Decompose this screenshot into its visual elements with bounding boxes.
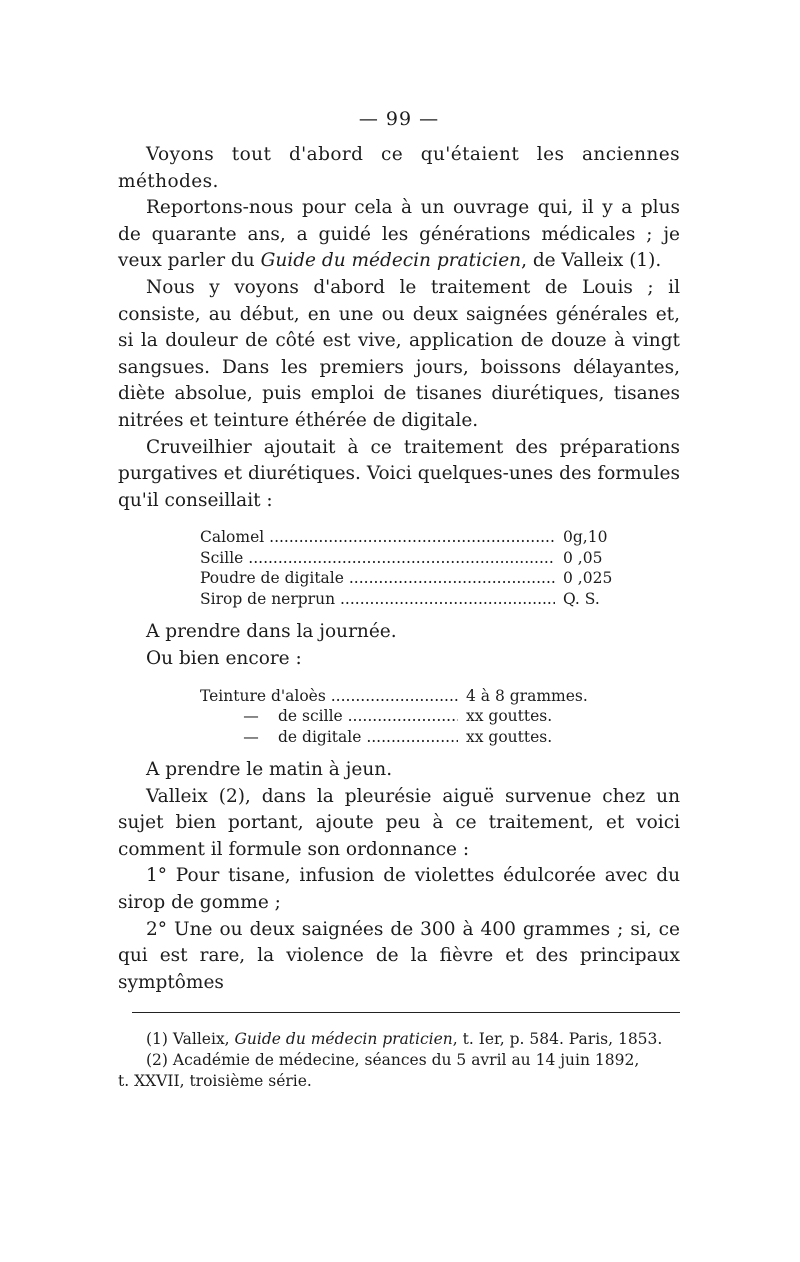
- paragraph-ou-bien-encore: Ou bien encore :: [146, 647, 302, 669]
- paragraph-valleix-pleuresie: Valleix (2), dans la pleurésie aiguë survenue chez un sujet bien portant, ajoute peu à ce traitement, et voici comment il formule son ordonnance :: [118, 785, 680, 860]
- text-span: , de Valleix (1).: [521, 250, 662, 272]
- prescription-row: [118, 686, 680, 707]
- item-label: de digitale: [278, 727, 362, 746]
- prescription-item-qty: 0 ,05: [563, 548, 603, 567]
- footnote-2: (2) Académie de médecine, séances du 5 avril au 14 juin 1892,: [146, 1051, 640, 1070]
- prescription-item-name: Teinture d'aloès .....: [200, 686, 458, 707]
- ditto-dash: —: [243, 707, 259, 725]
- paragraph-traitement-louis: Nous y voyons d'abord le traitement de Louis ; il consiste, au début, en une ou deux saignées générales et, si la douleur de côté est vive, application de douze à vingt sangsues. Dans les premiers jours, boissons délayantes, diète absolue, puis emploi de tisanes diurétiques, tisanes nitrées et teinture éthérée de digitale.: [118, 276, 680, 431]
- prescription-item-qty: xx gouttes.: [466, 727, 553, 746]
- prescription-item-name: Sirop de nerprun .....: [200, 589, 555, 610]
- paragraph-valleix-guide: [118, 195, 680, 275]
- prescription-row: [118, 589, 680, 610]
- prescription-list-1: [118, 527, 680, 609]
- prescription-row: [118, 706, 680, 727]
- footnote-book-title: Guide du médecin praticien: [234, 1030, 453, 1049]
- prescription-item-name: Calomel .....: [200, 527, 555, 548]
- prescription-item-qty: 4 à 8 grammes.: [466, 686, 588, 705]
- paragraph-anciennes-methodes: Voyons tout d'abord ce qu'étaient les anciennes méthodes.: [118, 144, 680, 192]
- prescription-item-qty: Q. S.: [563, 589, 600, 608]
- book-title: Guide du médecin praticien: [260, 250, 522, 272]
- prescription-item-qty: 0g,10: [563, 528, 608, 547]
- paragraph-prendre-matin: A prendre le matin à jeun.: [146, 759, 393, 780]
- prescription-row: [118, 527, 680, 548]
- prescription-item-name: Scille .....: [200, 548, 555, 569]
- prescription-list-2: [118, 686, 680, 748]
- prescription-item-qty: xx gouttes.: [466, 707, 553, 725]
- prescription-item-name: [200, 727, 458, 748]
- paragraph-tisane: 1° Pour tisane, infusion de violettes édulcorée avec du sirop de gomme ;: [118, 865, 680, 913]
- prescription-row: [118, 568, 680, 589]
- prescription-item-qty: 0 ,025: [563, 569, 613, 588]
- footnotes: [118, 1029, 680, 1092]
- prescription-row: [118, 548, 680, 569]
- paragraph-saignees: 2° Une ou deux saignées de 300 à 400 grammes ; si, ce qui est rare, la violence de la fièvre et des principaux symptômes: [118, 918, 680, 993]
- book-page: [118, 108, 680, 1092]
- page-number: — 99 —: [358, 108, 440, 130]
- paragraph-cruveilhier: Cruveilhier ajoutait à ce traitement des préparations purgatives et diurétiques. Voici quelques-unes des formules qu'il conseillait :: [118, 436, 680, 511]
- ditto-dash: —: [243, 727, 259, 746]
- prescription-item-name: [200, 706, 458, 727]
- item-label: de scille: [278, 707, 343, 725]
- footnote-2-continued: t. XXVII, troisième série.: [118, 1072, 312, 1091]
- footnote-separator: [132, 1012, 680, 1013]
- text-span: (1) Valleix,: [146, 1030, 235, 1049]
- text-span: Reportons-nous pour cela à un ouvrage qui, il y a plus de quarante ans, a guidé les générations médicales ; je veux parler du: [118, 197, 680, 272]
- prescription-row: [118, 727, 680, 748]
- prescription-item-name: Poudre de digitale .....: [200, 568, 555, 589]
- paragraph-prendre-journee: A prendre dans la journée.: [146, 621, 397, 643]
- footnote-1: [118, 1029, 680, 1050]
- text-span: , t. Ier, p. 584. Paris, 1853.: [452, 1030, 663, 1049]
